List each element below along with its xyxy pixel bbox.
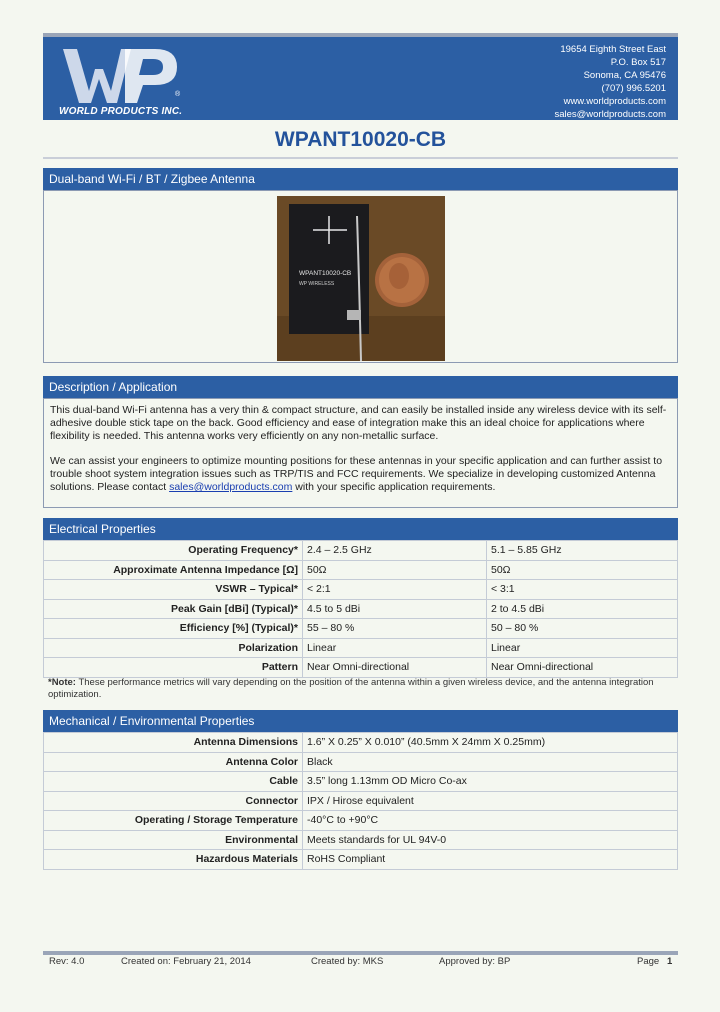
electrical-label: Approximate Antenna Impedance [Ω] [44, 560, 303, 580]
electrical-row [44, 541, 678, 561]
electrical-row [44, 619, 678, 639]
mechanical-row [44, 752, 678, 772]
electrical-label: Efficiency [%] (Typical)* [44, 619, 303, 639]
electrical-label: Polarization [44, 638, 303, 658]
electrical-value-2g: Near Omni-directional [303, 658, 487, 678]
electrical-value-2g: Linear [303, 638, 487, 658]
electrical-value-5g: 5.1 – 5.85 GHz [487, 541, 678, 561]
electrical-label: VSWR – Typical* [44, 580, 303, 600]
electrical-row [44, 658, 678, 678]
title-bar [43, 123, 678, 159]
product-section-header: Dual-band Wi-Fi / BT / Zigbee Antenna [43, 168, 678, 190]
description-paragraph-2 [50, 455, 671, 494]
mechanical-label: Operating / Storage Temperature [44, 811, 303, 831]
electrical-label: Operating Frequency* [44, 541, 303, 561]
electrical-table [43, 540, 678, 678]
address-email[interactable]: sales@worldproducts.com [554, 109, 666, 120]
electrical-row [44, 560, 678, 580]
footer-approved-by: Approved by: BP [439, 956, 511, 967]
footer-page-number: 1 [667, 956, 673, 967]
mechanical-row [44, 850, 678, 870]
mechanical-value: RoHS Compliant [303, 850, 678, 870]
address-line: P.O. Box 517 [610, 57, 666, 68]
mechanical-section-header: Mechanical / Environmental Properties [43, 710, 678, 732]
footer-rev: Rev: 4.0 [49, 956, 85, 967]
note-label: *Note: [48, 677, 76, 688]
mechanical-label: Hazardous Materials [44, 850, 303, 870]
product-photo-section [43, 190, 678, 363]
mechanical-value: 1.6” X 0.25” X 0.010” (40.5mm X 24mm X 0.25mm) [303, 733, 678, 753]
electrical-value-2g: 55 – 80 % [303, 619, 487, 639]
note-text: These performance metrics will vary depending on the position of the antenna within a given wireless device, and the antenna integration optimization. [48, 677, 654, 700]
description-section-header: Description / Application [43, 376, 678, 398]
electrical-section [43, 540, 678, 673]
mechanical-row [44, 791, 678, 811]
electrical-value-5g: Linear [487, 638, 678, 658]
mechanical-value: Black [303, 752, 678, 772]
electrical-section-header: Electrical Properties [43, 518, 678, 540]
electrical-value-2g: 2.4 – 2.5 GHz [303, 541, 487, 561]
electrical-value-2g: < 2:1 [303, 580, 487, 600]
electrical-value-5g: 2 to 4.5 dBi [487, 599, 678, 619]
address-phone: (707) 996.5201 [601, 83, 666, 94]
description-p2-end: with your specific application requirements. [292, 481, 496, 493]
product-photo [277, 196, 445, 361]
antenna-print-2: WP WIRELESS [299, 281, 335, 287]
electrical-row [44, 638, 678, 658]
footer-created-by: Created by: MKS [311, 956, 384, 967]
electrical-value-5g: 50 – 80 % [487, 619, 678, 639]
electrical-row [44, 580, 678, 600]
address-website[interactable]: www.worldproducts.com [563, 96, 666, 107]
electrical-value-5g: 50Ω [487, 560, 678, 580]
description-section [43, 398, 678, 508]
mechanical-label: Cable [44, 772, 303, 792]
mechanical-value: IPX / Hirose equivalent [303, 791, 678, 811]
product-title: WPANT10020-CB [274, 128, 447, 151]
electrical-label: Peak Gain [dBi] (Typical)* [44, 599, 303, 619]
mechanical-value: Meets standards for UL 94V-0 [303, 830, 678, 850]
mechanical-table [43, 732, 678, 870]
registered-mark: ® [175, 91, 181, 98]
mechanical-row [44, 733, 678, 753]
mechanical-section [43, 732, 678, 866]
description-paragraph-1: This dual-band Wi-Fi antenna has a very thin & compact structure, and can easily be installed inside any wireless device with its self-adhesive double stick tape on the back. Good efficiency and ease of integration make this an ideal choice for applications where flexibility is needed. This antenna works very efficiently on any non-metallic surface. [50, 404, 667, 442]
company-name: WORLD PRODUCTS INC. [59, 106, 183, 117]
mechanical-value: -40°C to +90°C [303, 811, 678, 831]
mechanical-row [44, 772, 678, 792]
electrical-value-5g: Near Omni-directional [487, 658, 678, 678]
footer-created-on: Created on: February 21, 2014 [121, 956, 251, 967]
mechanical-label: Connector [44, 791, 303, 811]
company-address [554, 43, 666, 121]
performance-note [48, 677, 668, 701]
antenna-print-1: WPANT10020-CB [299, 270, 352, 277]
description-p2-start: We can assist your engineers to optimize mounting positions for these antennas in your specific application and can further assist to trouble shoot system integration issues such as TRP/TIS and FCC requirements. We specialize in developing customized Antenna solutions. Please contact [50, 455, 663, 493]
mechanical-value: 3.5” long 1.13mm OD Micro Co-ax [303, 772, 678, 792]
electrical-label: Pattern [44, 658, 303, 678]
electrical-value-2g: 4.5 to 5 dBi [303, 599, 487, 619]
contact-email-link[interactable]: sales@worldproducts.com [169, 481, 293, 493]
address-line: 19654 Eighth Street East [560, 44, 666, 55]
header-band [43, 37, 678, 120]
footer-rule [43, 951, 678, 955]
electrical-row [44, 599, 678, 619]
address-line: Sonoma, CA 95476 [583, 70, 666, 81]
mechanical-label: Environmental [44, 830, 303, 850]
electrical-value-5g: < 3:1 [487, 580, 678, 600]
electrical-value-2g: 50Ω [303, 560, 487, 580]
mechanical-label: Antenna Dimensions [44, 733, 303, 753]
footer-page-label: Page [637, 956, 660, 967]
mechanical-row [44, 830, 678, 850]
mechanical-label: Antenna Color [44, 752, 303, 772]
mechanical-row [44, 811, 678, 831]
